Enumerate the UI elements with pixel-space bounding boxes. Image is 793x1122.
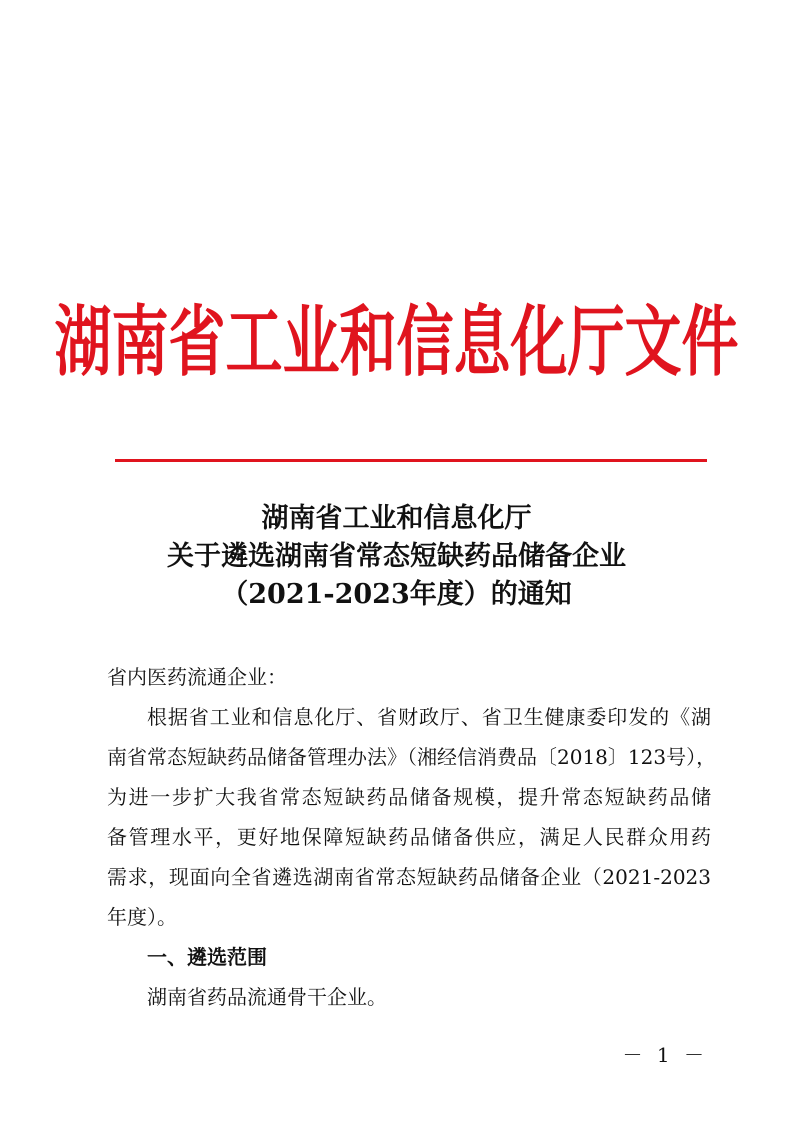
intro-line-2: 南省常态短缺药品储备管理办法》（湘经信消费品〔2018〕123号）， bbox=[107, 745, 717, 769]
page-number: － 1 － bbox=[622, 1043, 708, 1067]
document-masthead: 湖南省工业和信息化厅文件 bbox=[54, 296, 739, 388]
notice-title-line-3: （2021-2023年度）的通知 bbox=[221, 579, 572, 610]
notice-title-line-2: 关于遴选湖南省常态短缺药品储备企业 bbox=[167, 541, 626, 572]
intro-line-4: 备管理水平，更好地保障短缺药品储备供应，满足人民群众用药 bbox=[107, 825, 711, 849]
intro-line-1: 根据省工业和信息化厅、省财政厅、省卫生健康委印发的《湖 bbox=[147, 705, 711, 729]
intro-line-6: 年度）。 bbox=[107, 905, 177, 929]
notice-title bbox=[0, 500, 793, 614]
section-1-heading: 一、遴选范围 bbox=[147, 945, 267, 969]
intro-line-5: 需求，现面向全省遴选湖南省常态短缺药品储备企业（2021-2023 bbox=[107, 865, 711, 889]
document-body bbox=[107, 657, 717, 1017]
red-divider-rule bbox=[115, 459, 707, 462]
salutation: 省内医药流通企业： bbox=[107, 665, 287, 689]
intro-paragraph bbox=[107, 697, 717, 937]
intro-line-3: 为进一步扩大我省常态短缺药品储备规模，提升常态短缺药品储 bbox=[107, 785, 711, 809]
section-1-content: 湖南省药品流通骨干企业。 bbox=[147, 985, 387, 1009]
notice-title-line-1: 湖南省工业和信息化厅 bbox=[261, 503, 532, 534]
